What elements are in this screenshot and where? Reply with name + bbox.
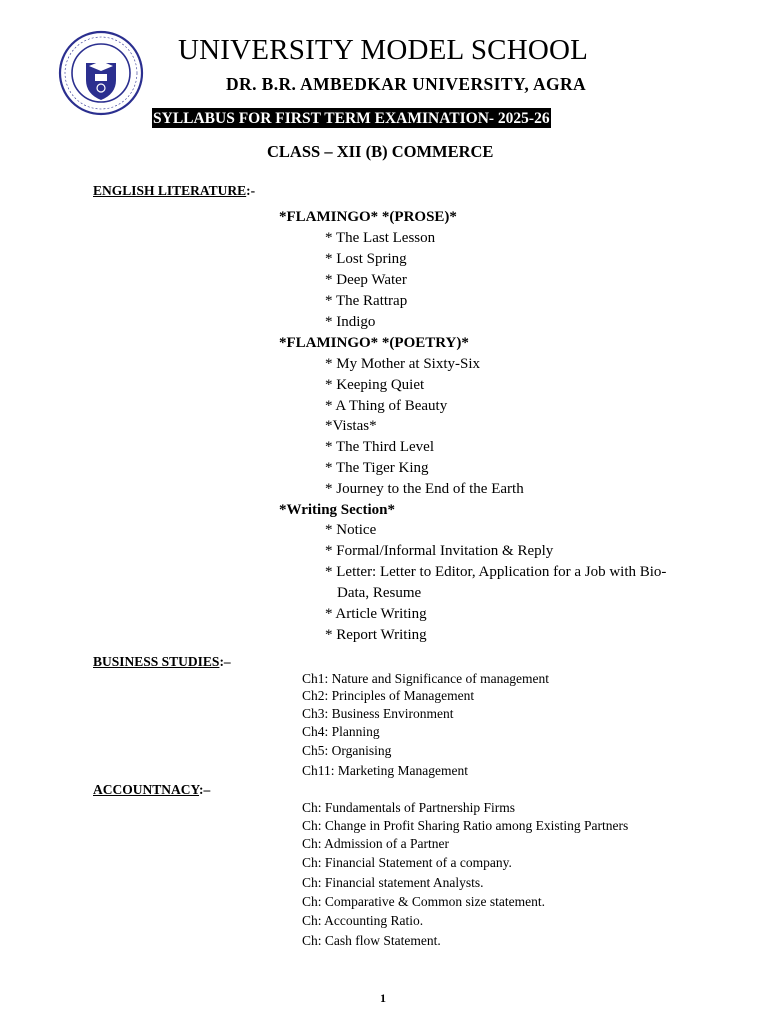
chapter-item: Ch: Change in Profit Sharing Ratio among Existing Partners: [302, 818, 629, 833]
list-item: * Report Writing: [325, 627, 427, 643]
list-item: * My Mother at Sixty-Six: [325, 356, 481, 372]
list-item: * Keeping Quiet: [325, 377, 425, 393]
business-studies-heading: [93, 654, 231, 670]
chapter-item: Ch: Fundamentals of Partnership Firms: [302, 800, 515, 815]
list-item-continuation: Data, Resume: [337, 585, 422, 601]
chapter-item: Ch4: Planning: [302, 724, 380, 739]
chapter-item: Ch5: Organising: [302, 743, 392, 758]
poetry-subheading: *FLAMINGO* *(POETRY)*: [279, 335, 469, 351]
chapter-item: Ch: Financial statement Analysts.: [302, 875, 484, 890]
vistas-subheading: *Vistas*: [325, 418, 377, 434]
list-item: * Formal/Informal Invitation & Reply: [325, 543, 554, 559]
class-title: CLASS – XII (B) COMMERCE: [267, 142, 494, 161]
chapter-item: Ch: Admission of a Partner: [302, 836, 449, 851]
accountancy-heading-text: ACCOUNTNACY: [93, 782, 200, 797]
chapter-item: Ch3: Business Environment: [302, 706, 454, 721]
list-item: * Deep Water: [325, 272, 407, 288]
chapter-item: Ch11: Marketing Management: [302, 763, 468, 778]
chapter-item: Ch: Financial Statement of a company.: [302, 855, 512, 870]
university-seal-logo: [58, 30, 144, 116]
list-item: * The Last Lesson: [325, 230, 436, 246]
school-name: UNIVERSITY MODEL SCHOOL: [178, 34, 589, 66]
accountancy-heading: [93, 782, 210, 798]
list-item: * Notice: [325, 522, 377, 538]
chapter-item: Ch1: Nature and Significance of management: [302, 671, 550, 686]
chapter-item: Ch: Accounting Ratio.: [302, 913, 424, 928]
business-studies-heading-suffix: :–: [219, 654, 231, 669]
english-literature-heading-suffix: :-: [246, 183, 256, 198]
list-item: * The Tiger King: [325, 460, 429, 476]
prose-subheading: *FLAMINGO* *(PROSE)*: [279, 209, 457, 225]
list-item: * A Thing of Beauty: [325, 398, 448, 414]
business-studies-heading-text: BUSINESS STUDIES: [93, 654, 220, 669]
chapter-item: Ch: Cash flow Statement.: [302, 933, 441, 948]
chapter-item: Ch: Comparative & Common size statement.: [302, 894, 545, 909]
list-item: * Indigo: [325, 314, 376, 330]
university-name: DR. B.R. AMBEDKAR UNIVERSITY, AGRA: [226, 74, 587, 94]
list-item: * Letter: Letter to Editor, Application for a Job with Bio-: [325, 564, 667, 580]
writing-section-subheading: *Writing Section*: [279, 502, 395, 518]
list-item: * Article Writing: [325, 606, 427, 622]
exam-title: SYLLABUS FOR FIRST TERM EXAMINATION- 2025-26: [153, 110, 550, 127]
list-item: * Journey to the End of the Earth: [325, 481, 524, 497]
english-literature-heading-text: ENGLISH LITERATURE: [93, 183, 247, 198]
english-literature-heading: [93, 183, 255, 199]
page-number: 1: [380, 991, 386, 1005]
list-item: * Lost Spring: [325, 251, 407, 267]
accountancy-heading-suffix: :–: [199, 782, 211, 797]
list-item: * The Third Level: [325, 439, 434, 455]
chapter-item: Ch2: Principles of Management: [302, 688, 475, 703]
list-item: * The Rattrap: [325, 293, 408, 309]
